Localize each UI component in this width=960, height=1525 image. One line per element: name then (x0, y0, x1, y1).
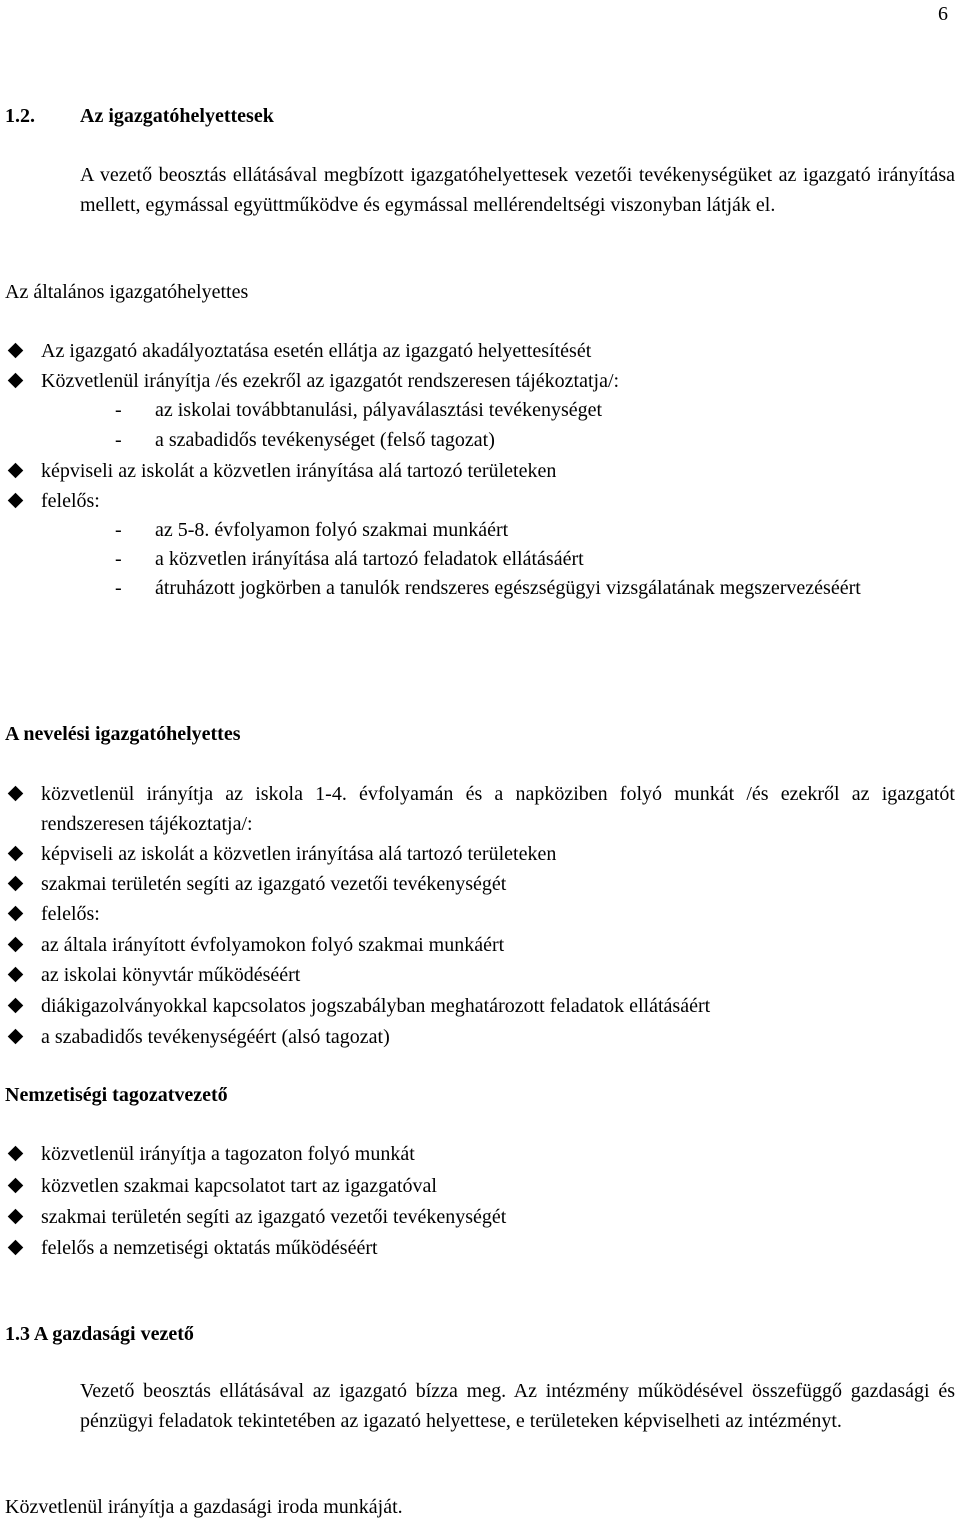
list-item: felelős: (41, 490, 100, 512)
heading-gazdasagi: 1.3 A gazdasági vezető (5, 1323, 194, 1345)
bullet-diamond-icon (8, 906, 24, 922)
bullet-diamond-icon (8, 937, 24, 953)
bullet-diamond-icon (8, 786, 24, 802)
list-item: a szabadidős tevékenységéért (alsó tagozat) (41, 1026, 390, 1048)
paragraph: Vezető beosztás ellátásával az igazgató bízza meg. Az intézmény működésével összefüggő gazdasági és pénzügyi feladatok tekintetében az igazató helyettese, e területeken képviselheti az intézményt. (80, 1380, 955, 1432)
list-item: közvetlenül irányítja a tagozaton folyó munkát (41, 1143, 415, 1165)
list-item: diákigazolványokkal kapcsolatos jogszabályban meghatározott feladatok ellátásáért (41, 995, 711, 1017)
bullet-diamond-icon (8, 967, 24, 983)
bullet-diamond-icon (8, 876, 24, 892)
dash-marker: - (115, 429, 122, 451)
bullet-diamond-icon (8, 1146, 24, 1162)
sub-list-item: átruházott jogkörben a tanulók rendszeres egészségügyi vizsgálatának megszervezéséért (155, 577, 861, 599)
list-item: közvetlenül irányítja az iskola 1-4. évfolyamán és a napköziben folyó munkát /és ezekről az igazgatót rendszeresen tájékoztatja/: (41, 783, 955, 835)
list-item: felelős a nemzetiségi oktatás működéséért (41, 1237, 378, 1259)
sub-list-item: az 5-8. évfolyamon folyó szakmai munkáért (155, 519, 509, 541)
section-intro: A vezető beosztás ellátásával megbízott igazgatóhelyettesek vezetői tevékenységüket az igazgató irányítása mellett, egymással együttműködve és egymással mellérendeltségi viszonyban látják el. (80, 164, 955, 216)
bullet-diamond-icon (8, 1178, 24, 1194)
list-item: közvetlen szakmai kapcsolatot tart az igazgatóval (41, 1175, 437, 1197)
bullet-diamond-icon (8, 373, 24, 389)
bullet-diamond-icon (8, 463, 24, 479)
bullet-diamond-icon (8, 998, 24, 1014)
list-item: Közvetlenül irányítja /és ezekről az igazgatót rendszeresen tájékoztatja/: (41, 370, 620, 392)
sub-list-item: az iskolai továbbtanulási, pályaválasztási tevékenységet (155, 399, 603, 421)
section-title: Az igazgatóhelyettesek (80, 105, 274, 127)
list-item: az iskolai könyvtár működéséért (41, 964, 301, 986)
list-item: képviseli az iskolát a közvetlen irányítása alá tartozó területeken (41, 460, 557, 482)
bullet-diamond-icon (8, 846, 24, 862)
sub-list-item: a szabadidős tevékenységet (felső tagozat) (155, 429, 495, 451)
bullet-diamond-icon (8, 493, 24, 509)
dash-marker: - (115, 577, 122, 599)
list-item: szakmai területén segíti az igazgató vezetői tevékenységét (41, 873, 507, 895)
heading-altalanos: Az általános igazgatóhelyettes (5, 281, 249, 303)
dash-marker: - (115, 548, 122, 570)
paragraph-last: Közvetlenül irányítja a gazdasági iroda munkáját. (5, 1496, 403, 1518)
dash-marker: - (115, 399, 122, 421)
bullet-diamond-icon (8, 343, 24, 359)
heading-nemzetisegi: Nemzetiségi tagozatvezető (5, 1084, 228, 1106)
list-item: szakmai területén segíti az igazgató vezetői tevékenységét (41, 1206, 507, 1228)
list-item: az általa irányított évfolyamokon folyó szakmai munkáért (41, 934, 505, 956)
list-item: felelős: (41, 903, 100, 925)
page-number: 6 (938, 3, 948, 25)
bullet-diamond-icon (8, 1029, 24, 1045)
list-item: képviseli az iskolát a közvetlen irányítása alá tartozó területeken (41, 843, 557, 865)
sub-list-item: a közvetlen irányítása alá tartozó feladatok ellátásáért (155, 548, 584, 570)
section-number: 1.2. (5, 105, 35, 127)
list-item: Az igazgató akadályoztatása esetén ellátja az igazgató helyettesítését (41, 340, 592, 362)
dash-marker: - (115, 519, 122, 541)
heading-neveles: A nevelési igazgatóhelyettes (5, 723, 241, 745)
bullet-diamond-icon (8, 1240, 24, 1256)
bullet-diamond-icon (8, 1209, 24, 1225)
